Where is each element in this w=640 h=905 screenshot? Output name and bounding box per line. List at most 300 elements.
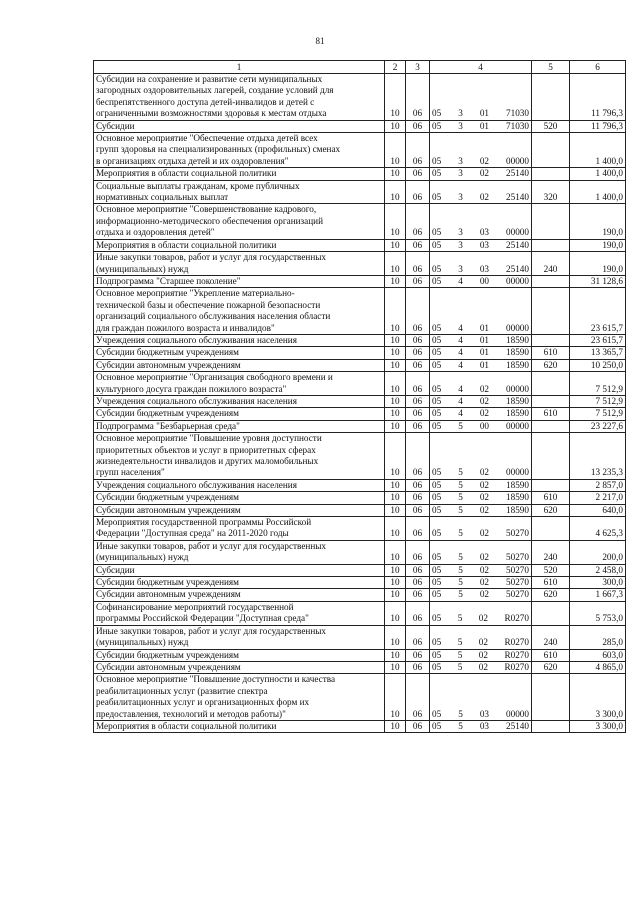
target-article-part: 4 <box>458 347 463 358</box>
target-article-part: 5 <box>458 492 463 503</box>
table-row <box>94 601 626 625</box>
target-article-part: 25140 <box>506 239 529 250</box>
target-article-part: 18590 <box>506 347 529 358</box>
row-name: Субсидии автономным учреждениям <box>94 661 385 673</box>
table-row <box>94 180 626 204</box>
row-target-article <box>430 517 532 541</box>
row-subsection: 06 <box>406 252 430 276</box>
row-subsection: 06 <box>406 74 430 121</box>
header-cell: 5 <box>532 61 570 74</box>
header-cell: 4 <box>430 61 532 74</box>
target-article-part: 02 <box>478 661 488 672</box>
target-article-part: 05 <box>432 408 442 419</box>
target-article-part: 18590 <box>506 479 529 490</box>
row-target-article <box>430 433 532 480</box>
row-expense-type: 240 <box>532 252 570 276</box>
row-amount: 23 615,7 <box>570 288 626 335</box>
table-row <box>94 674 626 721</box>
row-name: Иные закупки товаров, работ и услуг для государственных (муниципальных) нужд <box>94 540 385 564</box>
row-subsection: 06 <box>406 492 430 504</box>
table-row <box>94 334 626 346</box>
row-amount: 200,0 <box>570 540 626 564</box>
row-section: 10 <box>385 239 406 251</box>
row-subsection: 06 <box>406 180 430 204</box>
target-article-part: 02 <box>479 492 489 503</box>
row-expense-type: 610 <box>532 408 570 420</box>
row-target-article <box>430 564 532 576</box>
table-row <box>94 492 626 504</box>
target-article-part: 00 <box>479 275 489 286</box>
row-expense-type <box>532 133 570 168</box>
row-name: Субсидии на сохранение и развитие сети муниципальных загородных оздоровительных лагерей, создание условий для беспрепятственного доступа детей-инвалидов и детей с ограниченными возможностями здоровья к местам отдыха <box>94 74 385 121</box>
target-article-part: 05 <box>432 334 442 345</box>
target-article-part: 02 <box>479 395 489 406</box>
target-article-part: 01 <box>479 108 489 119</box>
target-article-part: 02 <box>479 528 489 539</box>
row-subsection: 06 <box>406 649 430 661</box>
row-target-article <box>430 577 532 589</box>
target-article-part: 01 <box>479 359 489 370</box>
row-expense-type: 610 <box>532 492 570 504</box>
target-article-part: 4 <box>458 322 463 333</box>
row-target-article <box>430 347 532 359</box>
target-article-part: 4 <box>458 275 463 286</box>
table-row <box>94 133 626 168</box>
row-subsection: 06 <box>406 239 430 251</box>
row-target-article <box>430 674 532 721</box>
row-target-article <box>430 275 532 287</box>
row-amount: 1 667,3 <box>570 589 626 601</box>
target-article-part: 03 <box>479 263 489 274</box>
row-section: 10 <box>385 492 406 504</box>
target-article-part: 02 <box>479 155 489 166</box>
target-article-part: 5 <box>458 589 463 600</box>
target-article-part: 02 <box>478 649 488 660</box>
target-article-part: 01 <box>479 347 489 358</box>
target-article-part: 50270 <box>506 577 529 588</box>
row-subsection: 06 <box>406 661 430 673</box>
target-article-part: 01 <box>479 120 489 131</box>
row-name: Основное мероприятие "Обеспечение отдыха детей всех групп здоровья на специализированных (профильных) сменах в организациях отдыха детей и их оздоровления" <box>94 133 385 168</box>
target-article-part: 03 <box>479 239 489 250</box>
table-row <box>94 408 626 420</box>
target-article-part: R0270 <box>504 661 529 672</box>
row-section: 10 <box>385 408 406 420</box>
row-section: 10 <box>385 288 406 335</box>
row-section: 10 <box>385 74 406 121</box>
row-section: 10 <box>385 334 406 346</box>
row-section: 10 <box>385 661 406 673</box>
target-article-part: R0270 <box>504 613 529 624</box>
target-article-part: 05 <box>432 275 442 286</box>
row-amount: 603,0 <box>570 649 626 661</box>
row-expense-type <box>532 433 570 480</box>
row-name: Основное мероприятие "Повышение доступности и качества реабилитационных услуг (развитие спектра реабилитационных услуг и организационных форм их предоставления, технологий и методов работы)" <box>94 674 385 721</box>
target-article-part: 50270 <box>506 528 529 539</box>
row-subsection: 06 <box>406 517 430 541</box>
row-section: 10 <box>385 120 406 132</box>
page-number: 81 <box>315 36 325 46</box>
table-row <box>94 720 626 732</box>
row-amount: 190,0 <box>570 252 626 276</box>
target-article-part: 00 <box>479 420 489 431</box>
row-amount: 5 753,0 <box>570 601 626 625</box>
row-target-article <box>430 504 532 516</box>
row-section: 10 <box>385 359 406 371</box>
target-article-part: 18590 <box>506 504 529 515</box>
target-article-part: 03 <box>479 720 489 731</box>
target-article-part: 02 <box>479 408 489 419</box>
row-subsection: 06 <box>406 395 430 407</box>
row-target-article <box>430 359 532 371</box>
target-article-part: 02 <box>479 552 489 563</box>
row-target-article <box>430 334 532 346</box>
target-article-part: 50270 <box>506 589 529 600</box>
row-subsection: 06 <box>406 168 430 180</box>
row-name: Иные закупки товаров, работ и услуг для государственных (муниципальных) нужд <box>94 625 385 649</box>
target-article-part: 05 <box>432 708 442 719</box>
row-expense-type: 620 <box>532 504 570 516</box>
row-expense-type <box>532 74 570 121</box>
row-subsection: 06 <box>406 577 430 589</box>
row-subsection: 06 <box>406 589 430 601</box>
target-article-part: 03 <box>479 227 489 238</box>
target-article-part: 71030 <box>506 120 529 131</box>
row-section: 10 <box>385 589 406 601</box>
target-article-part: 5 <box>458 467 463 478</box>
table-row <box>94 252 626 276</box>
target-article-part: 05 <box>432 383 442 394</box>
row-name: Основное мероприятие "Укрепление материально- технической базы и обеспечение пожарной безопасности организаций социального обслуживания населения области для граждан пожилого возраста и инвалидов" <box>94 288 385 335</box>
row-section: 10 <box>385 433 406 480</box>
target-article-part: 05 <box>432 613 442 624</box>
row-target-article <box>430 239 532 251</box>
table-row <box>94 540 626 564</box>
target-article-part: 5 <box>458 720 463 731</box>
row-section: 10 <box>385 204 406 239</box>
target-article-part: 5 <box>458 528 463 539</box>
target-article-part: 02 <box>479 192 489 203</box>
target-article-part: 3 <box>458 227 463 238</box>
row-section: 10 <box>385 674 406 721</box>
target-article-part: 5 <box>457 649 463 660</box>
target-article-part: 5 <box>458 504 463 515</box>
row-amount: 190,0 <box>570 239 626 251</box>
table-row <box>94 168 626 180</box>
target-article-part: 05 <box>432 120 442 131</box>
row-section: 10 <box>385 625 406 649</box>
target-article-part: 5 <box>458 420 463 431</box>
row-target-article <box>430 133 532 168</box>
table-row <box>94 204 626 239</box>
row-amount: 7 512,9 <box>570 408 626 420</box>
row-subsection: 06 <box>406 601 430 625</box>
row-name: Мероприятия в области социальной политики <box>94 239 385 251</box>
row-expense-type: 240 <box>532 625 570 649</box>
row-amount: 2 217,0 <box>570 492 626 504</box>
target-article-part: 3 <box>458 155 463 166</box>
row-expense-type: 240 <box>532 540 570 564</box>
target-article-part: R0270 <box>504 637 529 648</box>
row-expense-type <box>532 168 570 180</box>
row-expense-type: 620 <box>532 589 570 601</box>
row-name: Социальные выплаты гражданам, кроме публичных нормативных социальных выплат <box>94 180 385 204</box>
row-name: Субсидии <box>94 564 385 576</box>
row-amount: 3 300,0 <box>570 720 626 732</box>
target-article-part: 3 <box>458 263 463 274</box>
target-article-part: 00000 <box>506 275 529 286</box>
row-expense-type: 610 <box>532 347 570 359</box>
target-article-part: 3 <box>458 108 463 119</box>
target-article-part: 5 <box>457 637 463 648</box>
row-expense-type: 520 <box>532 120 570 132</box>
row-target-article <box>430 168 532 180</box>
row-expense-type <box>532 288 570 335</box>
target-article-part: 5 <box>458 552 463 563</box>
row-subsection: 06 <box>406 420 430 432</box>
table-row <box>94 395 626 407</box>
target-article-part: 05 <box>432 239 442 250</box>
table-row <box>94 649 626 661</box>
row-expense-type: 620 <box>532 359 570 371</box>
row-subsection: 06 <box>406 504 430 516</box>
row-name: Субсидии бюджетным учреждениям <box>94 347 385 359</box>
target-article-part: 03 <box>479 708 489 719</box>
target-article-part: 05 <box>432 552 442 563</box>
target-article-part: 4 <box>458 359 463 370</box>
target-article-part: 02 <box>479 564 489 575</box>
row-subsection: 06 <box>406 347 430 359</box>
row-target-article <box>430 720 532 732</box>
target-article-part: 05 <box>432 720 442 731</box>
table-row <box>94 372 626 396</box>
target-article-part: 18590 <box>506 395 529 406</box>
row-section: 10 <box>385 133 406 168</box>
row-expense-type: 620 <box>532 661 570 673</box>
row-amount: 11 796,3 <box>570 120 626 132</box>
row-amount: 13 365,7 <box>570 347 626 359</box>
table-row <box>94 517 626 541</box>
row-amount: 23 227,6 <box>570 420 626 432</box>
row-subsection: 06 <box>406 334 430 346</box>
row-name: Учреждения социального обслуживания населения <box>94 479 385 491</box>
row-expense-type <box>532 601 570 625</box>
target-article-part: 50270 <box>506 564 529 575</box>
row-name: Учреждения социального обслуживания населения <box>94 395 385 407</box>
row-expense-type: 610 <box>532 649 570 661</box>
target-article-part: 5 <box>457 613 463 624</box>
row-target-article <box>430 601 532 625</box>
row-target-article <box>430 649 532 661</box>
table-row <box>94 239 626 251</box>
row-amount: 3 300,0 <box>570 674 626 721</box>
target-article-part: 05 <box>432 479 442 490</box>
row-subsection: 06 <box>406 433 430 480</box>
table-row <box>94 589 626 601</box>
row-amount: 640,0 <box>570 504 626 516</box>
row-target-article <box>430 408 532 420</box>
target-article-part: 02 <box>479 589 489 600</box>
row-expense-type <box>532 239 570 251</box>
target-article-part: 25140 <box>506 720 529 731</box>
target-article-part: 01 <box>479 322 489 333</box>
target-article-part: 02 <box>478 613 488 624</box>
row-name: Учреждения социального обслуживания населения <box>94 334 385 346</box>
target-article-part: 00000 <box>506 420 529 431</box>
target-article-part: 5 <box>458 564 463 575</box>
row-section: 10 <box>385 180 406 204</box>
target-article-part: 05 <box>432 589 442 600</box>
row-name: Субсидии <box>94 120 385 132</box>
target-article-part: 00000 <box>506 383 529 394</box>
row-subsection: 06 <box>406 275 430 287</box>
row-section: 10 <box>385 504 406 516</box>
target-article-part: 3 <box>458 120 463 131</box>
target-article-part: 5 <box>458 708 463 719</box>
row-subsection: 06 <box>406 288 430 335</box>
row-target-article <box>430 74 532 121</box>
target-article-part: 25140 <box>506 168 529 179</box>
target-article-part: 05 <box>432 155 442 166</box>
row-amount: 7 512,9 <box>570 395 626 407</box>
target-article-part: 05 <box>432 467 442 478</box>
row-amount: 31 128,6 <box>570 275 626 287</box>
target-article-part: 05 <box>432 192 442 203</box>
target-article-part: 25140 <box>506 263 529 274</box>
table-row <box>94 433 626 480</box>
target-article-part: 3 <box>458 168 463 179</box>
target-article-part: 05 <box>432 528 442 539</box>
row-expense-type <box>532 674 570 721</box>
row-name: Субсидии автономным учреждениям <box>94 504 385 516</box>
row-section: 10 <box>385 347 406 359</box>
row-section: 10 <box>385 517 406 541</box>
target-article-part: 05 <box>432 492 442 503</box>
row-name: Подпрограмма "Старшее поколение" <box>94 275 385 287</box>
target-article-part: 50270 <box>506 552 529 563</box>
target-article-part: 00000 <box>506 467 529 478</box>
budget-table <box>93 60 626 733</box>
target-article-part: 4 <box>458 408 463 419</box>
target-article-part: 05 <box>432 395 442 406</box>
row-amount: 23 615,7 <box>570 334 626 346</box>
row-target-article <box>430 252 532 276</box>
row-target-article <box>430 180 532 204</box>
target-article-part: 05 <box>432 227 442 238</box>
table-row <box>94 420 626 432</box>
table-row <box>94 564 626 576</box>
row-section: 10 <box>385 720 406 732</box>
target-article-part: 18590 <box>506 359 529 370</box>
row-name: Субсидии бюджетным учреждениям <box>94 577 385 589</box>
table-row <box>94 359 626 371</box>
row-amount: 190,0 <box>570 204 626 239</box>
target-article-part: 05 <box>432 322 442 333</box>
row-expense-type <box>532 517 570 541</box>
row-expense-type <box>532 720 570 732</box>
row-name: Субсидии автономным учреждениям <box>94 589 385 601</box>
row-section: 10 <box>385 649 406 661</box>
table-row <box>94 661 626 673</box>
target-article-part: 00000 <box>506 708 529 719</box>
row-expense-type <box>532 204 570 239</box>
row-expense-type <box>532 420 570 432</box>
row-target-article <box>430 395 532 407</box>
row-amount: 10 250,0 <box>570 359 626 371</box>
target-article-part: 05 <box>432 577 442 588</box>
target-article-part: 02 <box>479 479 489 490</box>
target-article-part: 05 <box>432 420 442 431</box>
table-row <box>94 347 626 359</box>
row-expense-type: 520 <box>532 564 570 576</box>
row-name: Софинансирование мероприятий государственной программы Российской Федерации "Доступная среда" <box>94 601 385 625</box>
row-name: Основное мероприятие "Организация свободного времени и культурного досуга граждан пожилого возраста" <box>94 372 385 396</box>
table-row <box>94 479 626 491</box>
row-section: 10 <box>385 540 406 564</box>
row-amount: 4 865,0 <box>570 661 626 673</box>
target-article-part: 05 <box>432 504 442 515</box>
row-name: Основное мероприятие "Повышение уровня доступности приоритетных объектов и услуг в приоритетных сферах жизнедеятельности инвалидов и других маломобильных групп населения" <box>94 433 385 480</box>
target-article-part: 02 <box>479 467 489 478</box>
row-amount: 2 458,0 <box>570 564 626 576</box>
target-article-part: 4 <box>458 395 463 406</box>
row-name: Субсидии автономным учреждениям <box>94 359 385 371</box>
row-amount: 300,0 <box>570 577 626 589</box>
target-article-part: 25140 <box>506 192 529 203</box>
row-expense-type: 610 <box>532 577 570 589</box>
header-cell: 6 <box>570 61 626 74</box>
row-target-article <box>430 420 532 432</box>
row-expense-type <box>532 479 570 491</box>
row-subsection: 06 <box>406 120 430 132</box>
row-target-article <box>430 540 532 564</box>
row-section: 10 <box>385 564 406 576</box>
row-subsection: 06 <box>406 625 430 649</box>
target-article-part: 05 <box>432 108 442 119</box>
target-article-part: 01 <box>479 334 489 345</box>
target-article-part: 71030 <box>506 108 529 119</box>
row-name: Подпрограмма "Безбарьерная среда" <box>94 420 385 432</box>
target-article-part: 02 <box>479 168 489 179</box>
target-article-part: 4 <box>458 383 463 394</box>
target-article-part: 05 <box>432 168 442 179</box>
header-row <box>94 61 626 74</box>
target-article-part: 02 <box>479 577 489 588</box>
row-section: 10 <box>385 275 406 287</box>
header-cell: 2 <box>385 61 406 74</box>
row-target-article <box>430 661 532 673</box>
row-expense-type <box>532 372 570 396</box>
target-article-part: 5 <box>457 661 463 672</box>
target-article-part: 02 <box>479 383 489 394</box>
row-section: 10 <box>385 395 406 407</box>
target-article-part: 18590 <box>506 492 529 503</box>
row-name: Субсидии бюджетным учреждениям <box>94 408 385 420</box>
row-subsection: 06 <box>406 204 430 239</box>
row-expense-type <box>532 395 570 407</box>
row-name: Мероприятия в области социальной политики <box>94 720 385 732</box>
row-target-article <box>430 204 532 239</box>
row-expense-type <box>532 275 570 287</box>
row-target-article <box>430 288 532 335</box>
row-amount: 1 400,0 <box>570 133 626 168</box>
table-body <box>94 74 626 733</box>
row-amount: 7 512,9 <box>570 372 626 396</box>
row-subsection: 06 <box>406 359 430 371</box>
row-expense-type <box>532 334 570 346</box>
row-expense-type: 320 <box>532 180 570 204</box>
row-amount: 1 400,0 <box>570 180 626 204</box>
